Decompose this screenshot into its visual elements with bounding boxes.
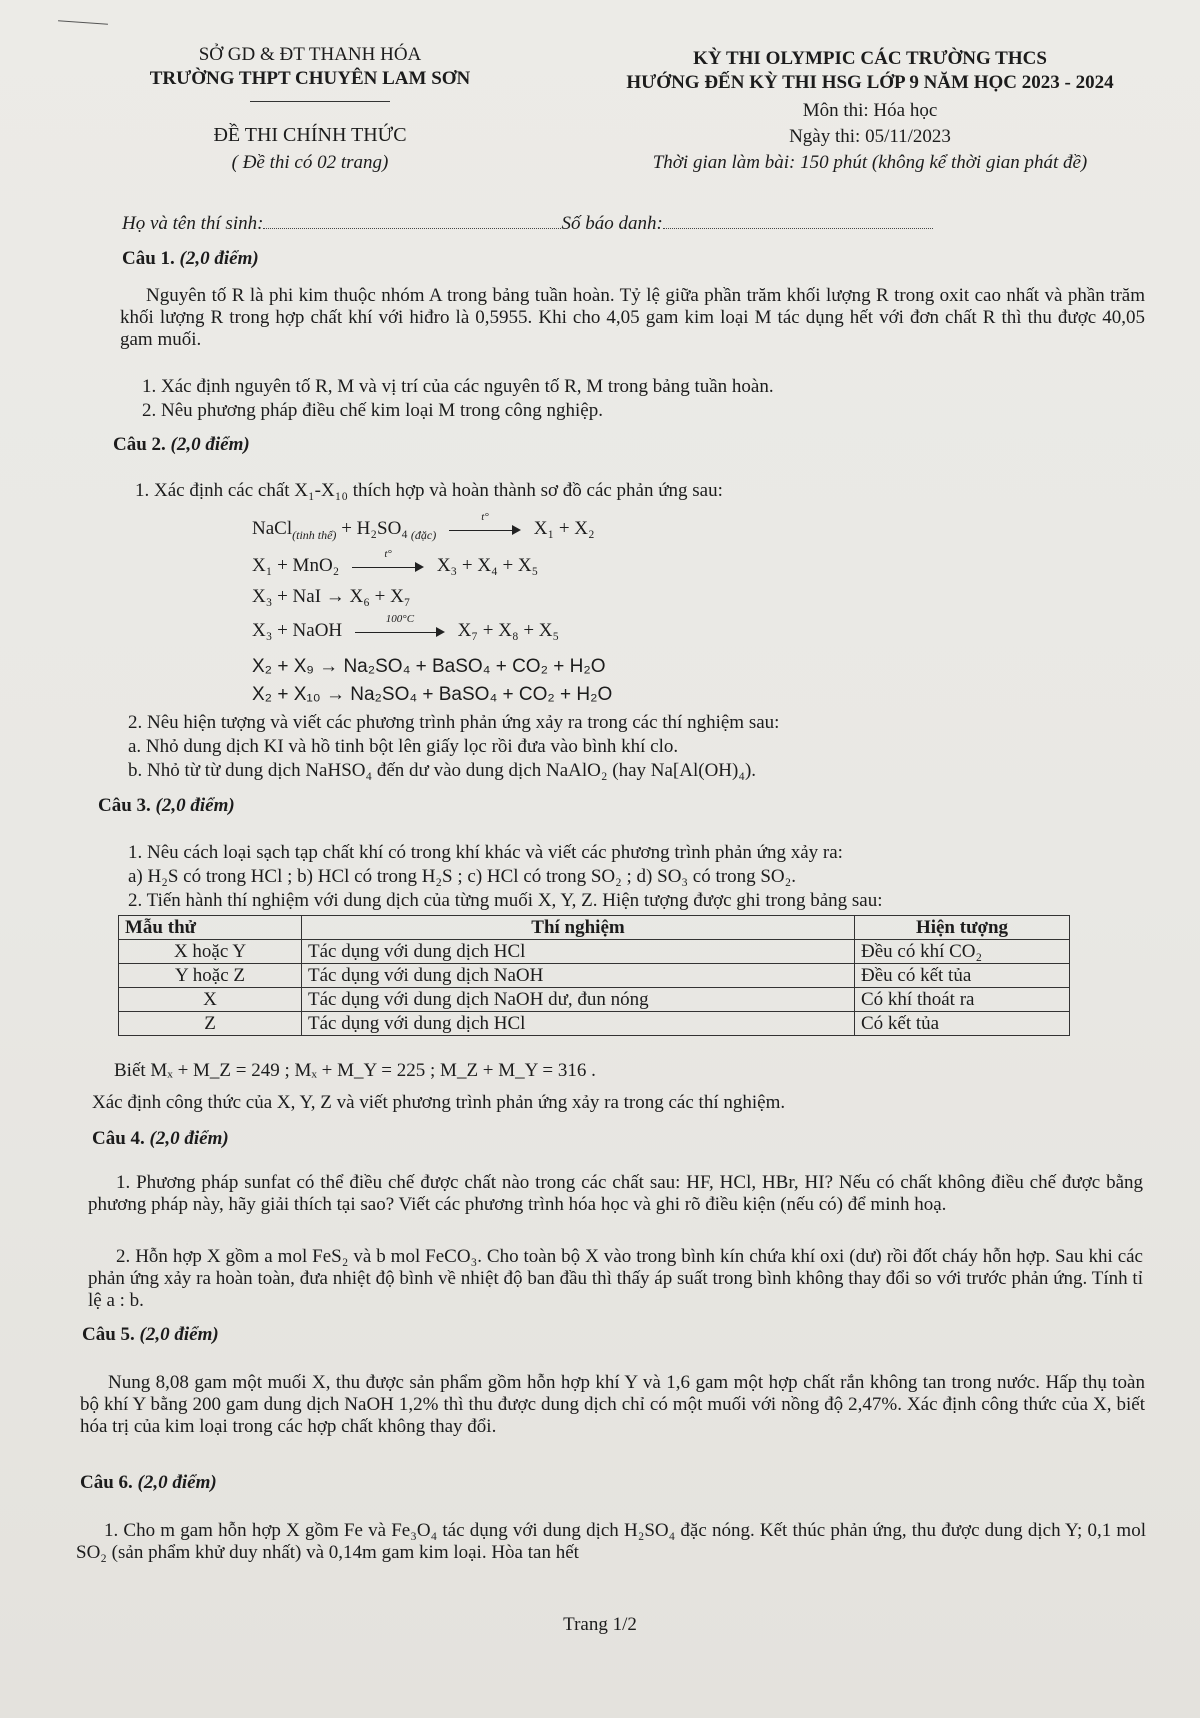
q5-label: Câu 5.: [82, 1324, 135, 1345]
q4-title: [92, 1128, 229, 1150]
eq1-h2so4-state: (đặc): [407, 527, 437, 542]
q6-title: [80, 1472, 217, 1494]
table-header-cell: Thí nghiệm: [302, 916, 855, 940]
table-cell: Có kết tủa: [855, 1012, 1070, 1036]
q2-item-1: 1. Xác định các chất X₁-X₁₀ thích hợp và hoàn thành sơ đồ các phản ứng sau:: [135, 480, 723, 501]
q3-title: [98, 795, 235, 817]
equation-4: [252, 612, 560, 642]
q4-item-1: 1. Phương pháp sunfat có thể điều chế được chất nào trong các chất sau: HF, HCl, HBr, HI? Nếu có chất không điều chế được bằng phương pháp này, hãy giải thích tại sao? Viết các phương trình hóa học và ghi rõ điều kiện (nếu có) để minh hoạ.: [88, 1172, 1143, 1215]
q1-paragraph: Nguyên tố R là phi kim thuộc nhóm A trong bảng tuần hoàn. Tỷ lệ giữa phần trăm khối lượng R trong oxit cao nhất và phần trăm khối lượng R trong hợp chất khí với hiđro là 0,5955. Khi cho 4,05 gam kim loại M tác dụng hết với đơn chất R thì thu được 40,05 gam muối.: [120, 285, 1145, 350]
reaction-arrow: [449, 510, 521, 537]
q5-paragraph: Nung 8,08 gam một muối X, thu được sản phẩm gồm hỗn hợp khí Y và 1,6 gam một hợp chất rắn không tan trong nước. Hấp thụ toàn bộ khí Y bằng 200 gam dung dịch NaOH 1,2% thì thu được dung dịch chỉ có một muối với nồng độ 2,47%. Xác định công thức của X, biết hóa trị của kim loại trong các hợp chất không thay đổi.: [80, 1372, 1145, 1437]
candidate-id-label: Số báo danh:: [561, 213, 663, 234]
equation-1: [252, 510, 595, 543]
q3-task: Xác định công thức của X, Y, Z và viết phương trình phản ứng xảy ra trong các thí nghiệm.: [92, 1092, 786, 1113]
eq1-nacl-state: (tinh thể): [292, 527, 337, 542]
eq4-reactants: X₃ + NaOH: [252, 620, 343, 641]
table-cell: Tác dụng với dung dịch HCl: [302, 940, 855, 964]
eq2-condition: t°: [384, 547, 392, 560]
q2-label: Câu 2.: [113, 434, 166, 455]
table-cell: Đều có khí CO₂: [855, 940, 1070, 964]
table-cell: X: [119, 988, 302, 1012]
q6-item-1: 1. Cho m gam hỗn hợp X gồm Fe và Fe₃O₄ tác dụng với dung dịch H₂SO₄ đặc nóng. Kết thúc phản ứng, thu được dung dịch Y; 0,1 mol SO₂ (sản phẩm khử duy nhất) và 0,14m gam kim loại. Hòa tan hết: [76, 1520, 1146, 1563]
q3-label: Câu 3.: [98, 795, 151, 816]
table-row: [119, 964, 1070, 988]
exam-date: Ngày thi: 05/11/2023: [789, 126, 951, 147]
q5-title: [82, 1324, 219, 1346]
candidate-name-label: Họ và tên thí sinh:: [122, 213, 264, 234]
q3-given: Biết Mₓ + M_Z = 249 ; Mₓ + M_Y = 225 ; M_Z + M_Y = 316 .: [114, 1060, 596, 1081]
school-name: TRƯỜNG THPT CHUYÊN LAM SƠN: [149, 68, 471, 89]
q3-item-1: 1. Nêu cách loại sạch tạp chất khí có trong khí khác và viết các phương trình phản ứng xảy ra:: [128, 842, 843, 863]
contest-title: KỲ THI OLYMPIC CÁC TRƯỜNG THCS: [693, 48, 1047, 69]
q2-points: (2,0 điểm): [170, 434, 250, 455]
q2-item-2b: b. Nhỏ từ từ dung dịch NaHSO₄ đến dư vào dung dịch NaAlO₂ (hay Na[Al(OH)₄).: [128, 760, 757, 781]
page-number: Trang 1/2: [563, 1614, 637, 1635]
dept-name: SỞ GD & ĐT THANH HÓA: [198, 44, 422, 65]
q4-label: Câu 4.: [92, 1128, 145, 1149]
table-cell: Tác dụng với dung dịch NaOH: [302, 964, 855, 988]
candidate-id-field[interactable]: [663, 212, 933, 229]
q1-title: [122, 248, 259, 270]
eq2-reactants: X₁ + MnO₂: [252, 555, 340, 576]
reaction-arrow: [352, 547, 424, 574]
eq1-condition: t°: [481, 510, 489, 523]
equation-5: X₂ + X₉ → Na₂SO₄ + BaSO₄ + CO₂ + H₂O: [252, 656, 606, 677]
table-row: [119, 1012, 1070, 1036]
eq4-condition: 100°C: [385, 612, 415, 625]
duration: Thời gian làm bài: 150 phút (không kể thời gian phát đề): [652, 152, 1088, 173]
q2-title: [113, 434, 250, 456]
pages-note: ( Đề thi có 02 trang): [231, 152, 389, 173]
subject: Môn thi: Hóa học: [802, 100, 938, 121]
candidate-name-field[interactable]: [263, 212, 561, 229]
table-cell: Tác dụng với dung dịch HCl: [302, 1012, 855, 1036]
pen-mark: [58, 20, 108, 24]
table-row: [119, 940, 1070, 964]
eq1-h2so4: + H₂SO₄: [336, 518, 408, 539]
q4-item-2: 2. Hỗn hợp X gồm a mol FeS₂ và b mol FeCO₃. Cho toàn bộ X vào trong bình kín chứa khí oxi (dư) rồi đốt cháy hỗn hợp. Sau khi các phản ứng xảy ra hoàn toàn, đưa nhiệt độ bình về nhiệt độ ban đầu thì thấy áp suất trong bình không thay đổi so với trước phản ứng. Tính tỉ lệ a : b.: [88, 1246, 1143, 1311]
table-cell: Có khí thoát ra: [855, 988, 1070, 1012]
table-header-cell: Hiện tượng: [855, 916, 1070, 940]
candidate-line: [122, 212, 933, 235]
equation-2: [252, 547, 539, 577]
q1-item-2: 2. Nêu phương pháp điều chế kim loại M trong công nghiệp.: [142, 400, 603, 421]
q3-points: (2,0 điểm): [155, 795, 235, 816]
q6-points: (2,0 điểm): [137, 1472, 217, 1493]
equation-3: X₃ + NaI → X₆ + X₇: [252, 586, 411, 607]
q3-item-1-cases: a) H₂S có trong HCl ; b) HCl có trong H₂S ; c) HCl có trong SO₂ ; d) SO₃ có trong SO₂.: [128, 866, 796, 887]
table-row: [119, 988, 1070, 1012]
eq1-products: X₁ + X₂: [533, 518, 595, 539]
table-cell: Z: [119, 1012, 302, 1036]
q1-label: Câu 1.: [122, 248, 175, 269]
contest-subtitle: HƯỚNG ĐẾN KỲ THI HSG LỚP 9 NĂM HỌC 2023 - 2024: [626, 72, 1114, 93]
table-header-row: [119, 916, 1070, 940]
eq4-products: X₇ + X₈ + X₅: [457, 620, 560, 641]
eq1-nacl: NaCl: [252, 518, 293, 539]
eq2-products: X₃ + X₄ + X₅: [436, 555, 539, 576]
table-cell: X hoặc Y: [119, 940, 302, 964]
table-cell: Y hoặc Z: [119, 964, 302, 988]
exam-type: ĐỀ THI CHÍNH THỨC: [213, 124, 407, 146]
reaction-arrow: [355, 612, 445, 639]
q2-item-2: 2. Nêu hiện tượng và viết các phương trình phản ứng xảy ra trong các thí nghiệm sau:: [128, 712, 780, 733]
table-cell: Đều có kết tủa: [855, 964, 1070, 988]
q6-label: Câu 6.: [80, 1472, 133, 1493]
table-cell: Tác dụng với dung dịch NaOH dư, đun nóng: [302, 988, 855, 1012]
q4-points: (2,0 điểm): [149, 1128, 229, 1149]
q1-item-1: 1. Xác định nguyên tố R, M và vị trí của các nguyên tố R, M trong bảng tuần hoàn.: [142, 376, 774, 397]
experiment-table: [118, 915, 1070, 1036]
q2-item-2a: a. Nhỏ dung dịch KI và hồ tinh bột lên giấy lọc rồi đưa vào bình khí clo.: [128, 736, 679, 757]
header-divider: [250, 101, 390, 102]
q3-item-2: 2. Tiến hành thí nghiệm với dung dịch của từng muối X, Y, Z. Hiện tượng được ghi trong bảng sau:: [128, 890, 883, 911]
equation-6: X₂ + X₁₀ → Na₂SO₄ + BaSO₄ + CO₂ + H₂O: [252, 684, 613, 705]
q1-points: (2,0 điểm): [179, 248, 259, 269]
q5-points: (2,0 điểm): [139, 1324, 219, 1345]
table-header-cell: Mẫu thử: [119, 916, 302, 940]
